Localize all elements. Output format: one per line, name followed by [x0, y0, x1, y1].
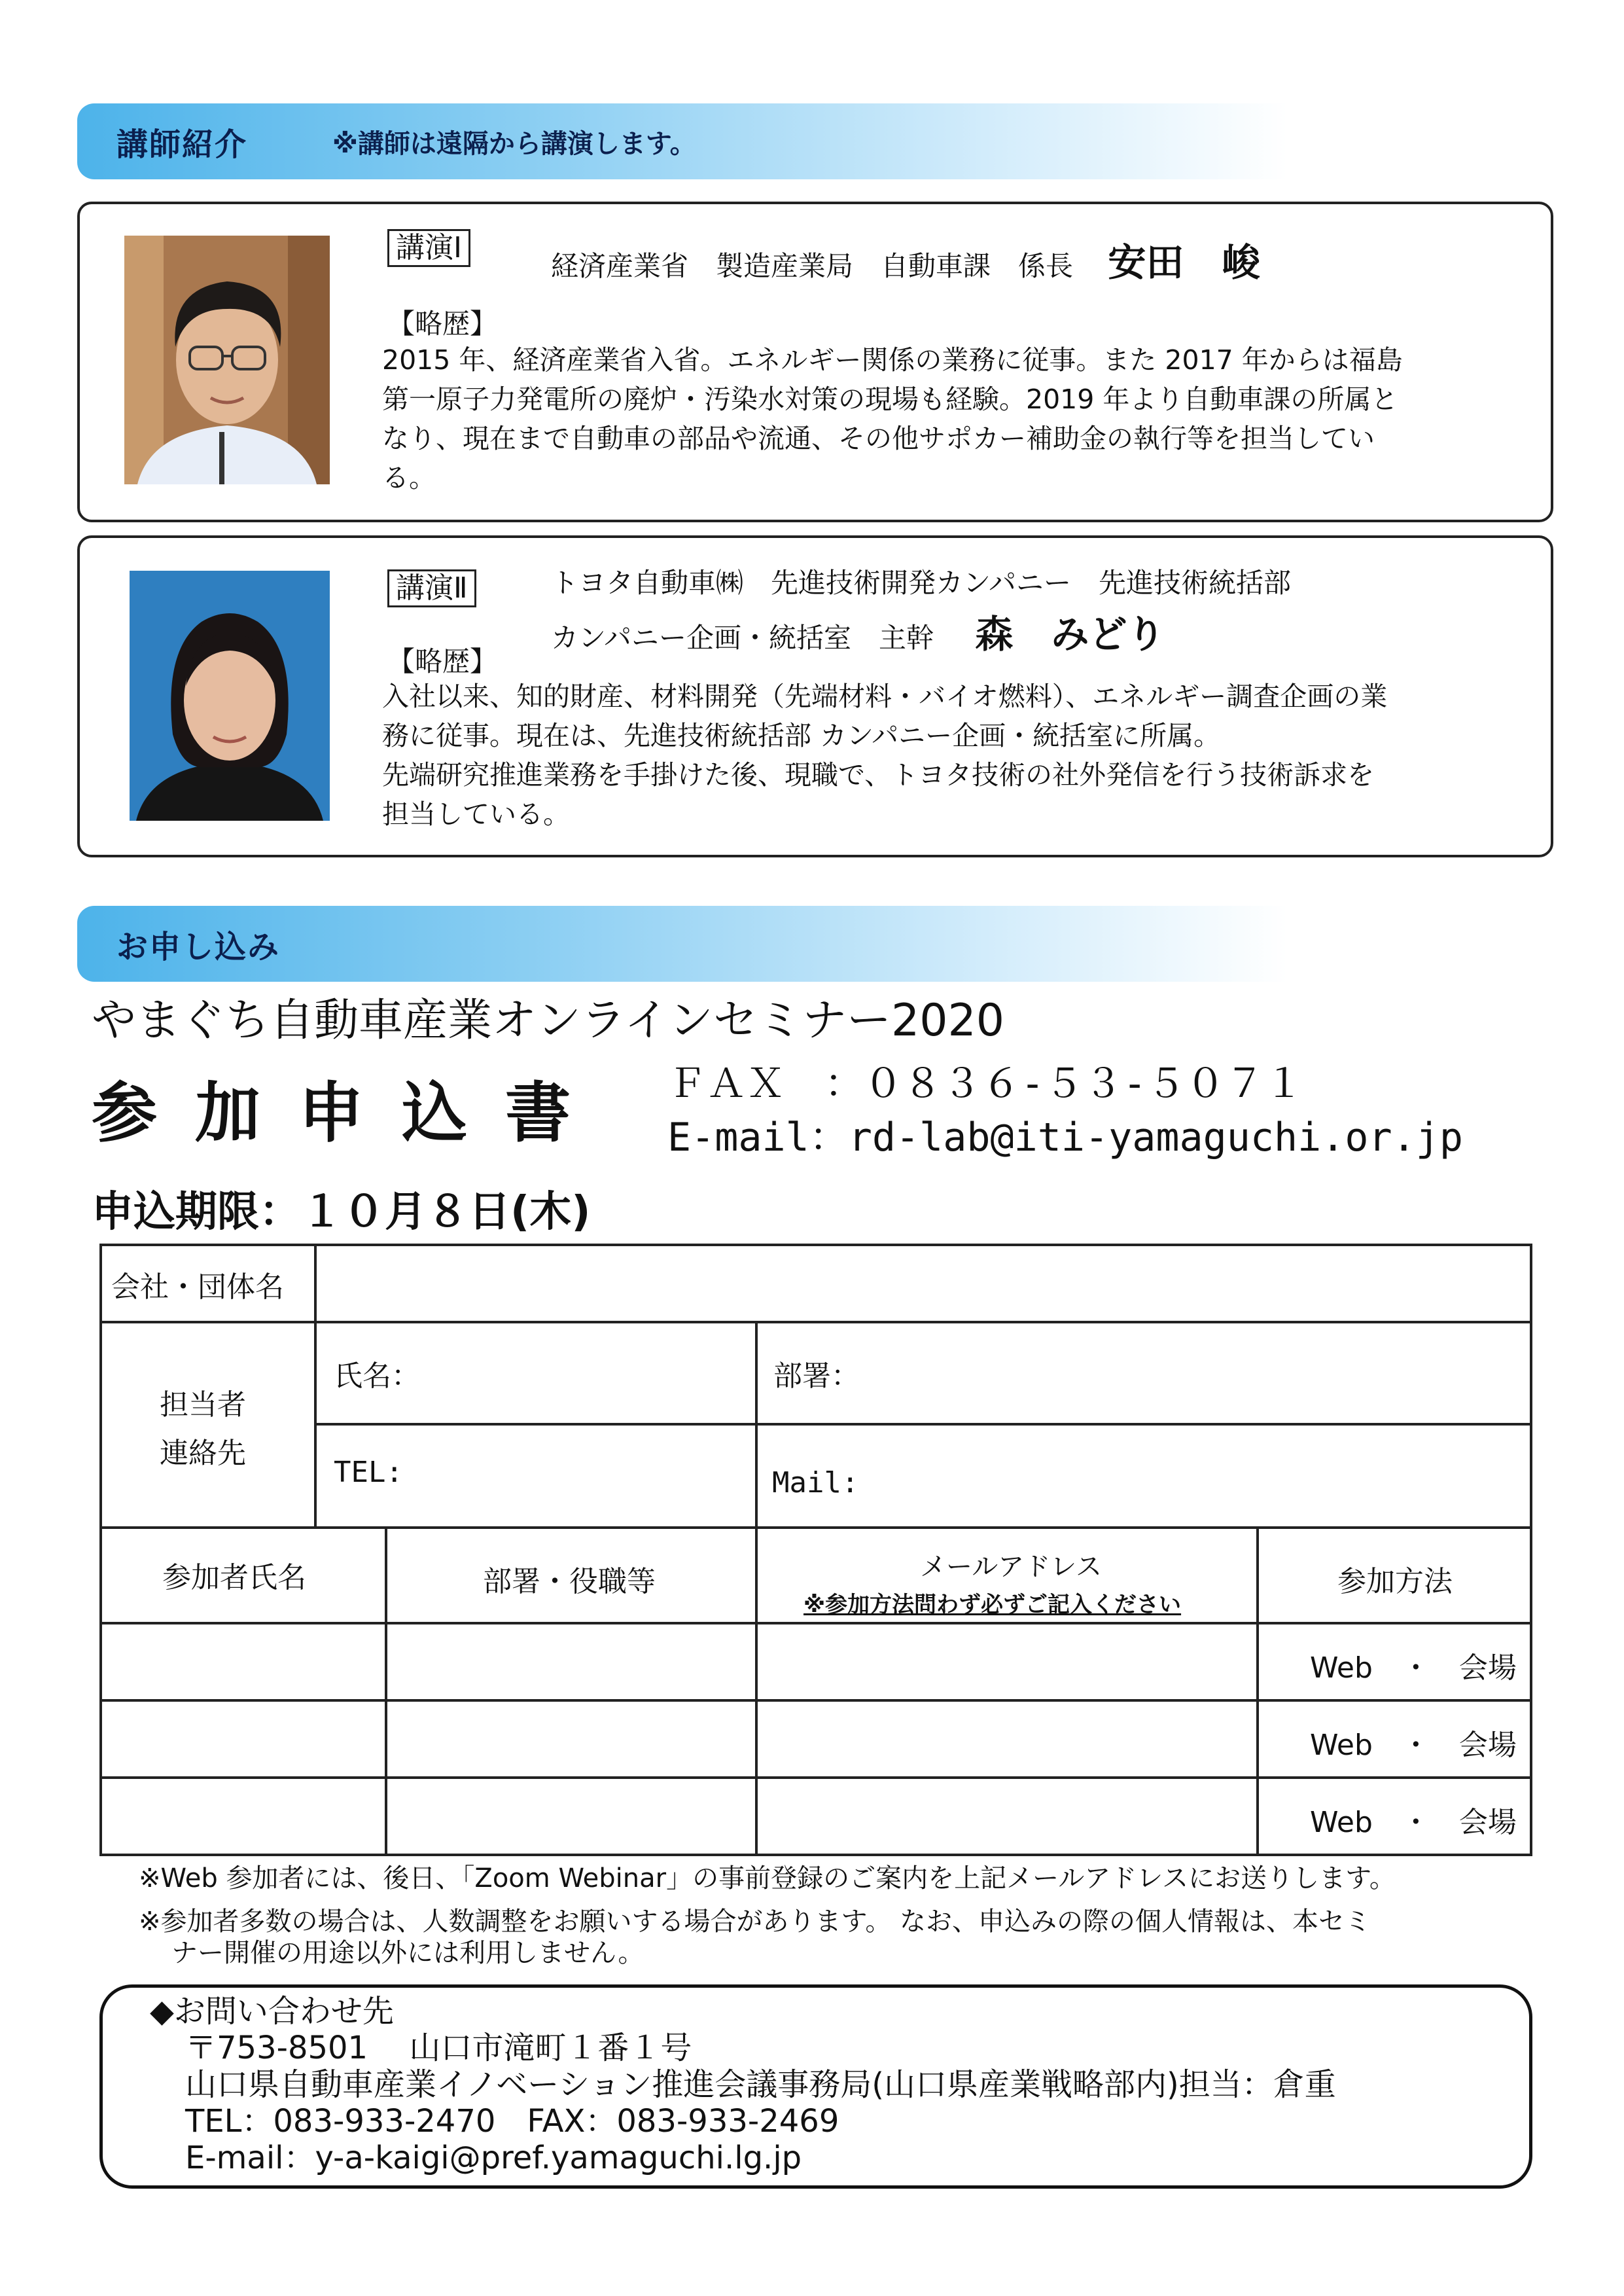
table-border [99, 1699, 1532, 1702]
inquiry-title: ◆お問い合わせ先 [150, 1993, 394, 2030]
lecture2-speaker-name: 森 みどり [975, 612, 1165, 656]
lecture1-bio-heading: 【略歴】 [387, 308, 498, 340]
submission-email: E-mail：rd-lab@iti-yamaguchi.or.jp [667, 1115, 1463, 1160]
application-deadline: 申込期限：１０月８日(木) [92, 1188, 591, 1236]
application-section-title: お申し込み [116, 928, 281, 965]
contact-mail-label: Mail: [772, 1466, 859, 1499]
bio-line: 担当している。 [382, 798, 570, 830]
inquiry-box [99, 1984, 1532, 2189]
table-border [385, 1526, 387, 1856]
email-required-note: ※参加方法問わず必ずご記入ください [803, 1592, 1182, 1618]
table-border [314, 1244, 317, 1529]
lecture1-label: 講演Ⅰ [387, 229, 470, 267]
lecture2-affiliation-line2 [551, 603, 1165, 658]
participant-email-field[interactable] [759, 1703, 1255, 1775]
contact-dept-field[interactable] [759, 1325, 1528, 1422]
contact-name-label: 氏名： [334, 1359, 420, 1393]
application-section-header [77, 906, 1288, 982]
lecture2-bio-heading: 【略歴】 [387, 645, 498, 677]
participant-position-field[interactable] [389, 1780, 754, 1852]
participant-position-field[interactable] [389, 1626, 754, 1698]
bio-line: 務に従事。現在は、先進技術統括部 カンパニー企画・統括室に所属。 [382, 720, 1221, 751]
inquiry-email: E-mail：y-a-kaigi@pref.yamaguchi.lg.jp [185, 2140, 802, 2176]
company-label: 会社・団体名 [111, 1270, 284, 1304]
speakers-section-title: 講師紹介 [116, 126, 248, 163]
bio-line: 第一原子力発電所の廃炉・汚染水対策の現場も経験。2019 年より自動車課の所属と [382, 384, 1398, 415]
participant-name-field[interactable] [103, 1703, 383, 1775]
participant-name-field[interactable] [103, 1780, 383, 1852]
participant-name-header: 参加者氏名 [162, 1561, 306, 1594]
table-border [99, 1776, 1532, 1779]
speakers-section-header [77, 103, 1288, 179]
participation-method-option[interactable]: Web ・ 会場 [1310, 1729, 1517, 1762]
fax-number: ＦＡＸ ：０８３６-５３-５０７１ [667, 1061, 1304, 1107]
table-border [755, 1321, 758, 1856]
table-border [99, 1244, 102, 1856]
lecture2-card [77, 535, 1553, 857]
bio-line: 入社以来、知的財産、材料開発（先端材料・バイオ燃料）、エネルギー調査企画の業 [382, 681, 1388, 712]
lecture2-bio [382, 677, 1534, 834]
participant-position-field[interactable] [389, 1703, 754, 1775]
participant-email-field[interactable] [759, 1780, 1255, 1852]
speakers-remote-note: ※講師は遠隔から講演します。 [332, 128, 696, 159]
lecture2-affiliation-line1: トヨタ自動車㈱ 先進技術開発カンパニー 先進技術統括部 [551, 567, 1292, 599]
lecture1-affiliation-text: 経済産業省 製造産業局 自動車課 係長 [551, 250, 1074, 282]
speaker2-photo [130, 571, 330, 821]
inquiry-office: 山口県自動車産業イノベーション推進会議事務局(山口県産業戦略部内)担当：倉重 [185, 2066, 1336, 2103]
lecture2-label: 講演Ⅱ [387, 569, 476, 607]
table-border [99, 1622, 1532, 1624]
inquiry-postal-address: 〒753-8501 山口市滝町１番１号 [185, 2030, 692, 2066]
lecture1-speaker-name: 安田 峻 [1108, 240, 1260, 285]
seminar-title: やまぐち自動車産業オンラインセミナー2020 [92, 995, 1005, 1047]
participant-email-field[interactable] [759, 1626, 1255, 1698]
inquiry-phone-fax: TEL：083-933-2470 FAX：083-933-2469 [185, 2103, 839, 2140]
participation-method-option[interactable]: Web ・ 会場 [1310, 1651, 1517, 1685]
method-header: 参加方法 [1337, 1565, 1453, 1598]
table-border [1530, 1244, 1532, 1856]
email-header: メールアドレス [920, 1552, 1102, 1582]
lecture1-bio [382, 340, 1534, 497]
participation-method-option[interactable]: Web ・ 会場 [1310, 1806, 1517, 1839]
capacity-note: ※参加者多数の場合は、人数調整をお願いする場合があります。 なお、申込みの際の個人情報は、本セミ [139, 1907, 1371, 1937]
bio-line: なり、現在まで自動車の部品や流通、その他サポカー補助金の執行等を担当してい [382, 423, 1375, 454]
privacy-note: ナー開催の用途以外には利用しません。 [171, 1938, 644, 1968]
bio-line: る。 [382, 462, 436, 493]
table-border [314, 1423, 1532, 1426]
lecture1-affiliation [551, 232, 1260, 287]
contact-label-line1: 担当者 [160, 1388, 246, 1422]
contact-mail-field[interactable] [759, 1427, 1528, 1525]
table-border [1256, 1526, 1259, 1856]
zoom-webinar-note: ※Web 参加者には、後日、「Zoom Webinar」の事前登録のご案内を上記メールアドレスにお送りします。 [139, 1863, 1396, 1893]
company-field[interactable] [318, 1247, 1528, 1319]
form-title: 参加申込書 [92, 1075, 609, 1151]
position-header: 部署・役職等 [483, 1565, 656, 1598]
lecture2-affiliation-text: カンパニー企画・統括室 主幹 [551, 622, 934, 654]
speaker1-photo [124, 236, 330, 484]
contact-tel-field[interactable] [318, 1427, 752, 1525]
lecture1-card [77, 202, 1553, 522]
contact-label-line2: 連絡先 [160, 1437, 246, 1470]
contact-tel-label: TEL: [334, 1456, 403, 1489]
table-border [99, 1854, 1532, 1856]
participant-name-field[interactable] [103, 1626, 383, 1698]
bio-line: 2015 年、経済産業省入省。エネルギー関係の業務に従事。また 2017 年からは福島 [382, 344, 1403, 376]
bio-line: 先端研究推進業務を手掛けた後、現職で、トヨタ技術の社外発信を行う技術訴求を [382, 759, 1375, 791]
contact-name-field[interactable] [318, 1325, 752, 1422]
contact-dept-label: 部署： [773, 1359, 860, 1393]
